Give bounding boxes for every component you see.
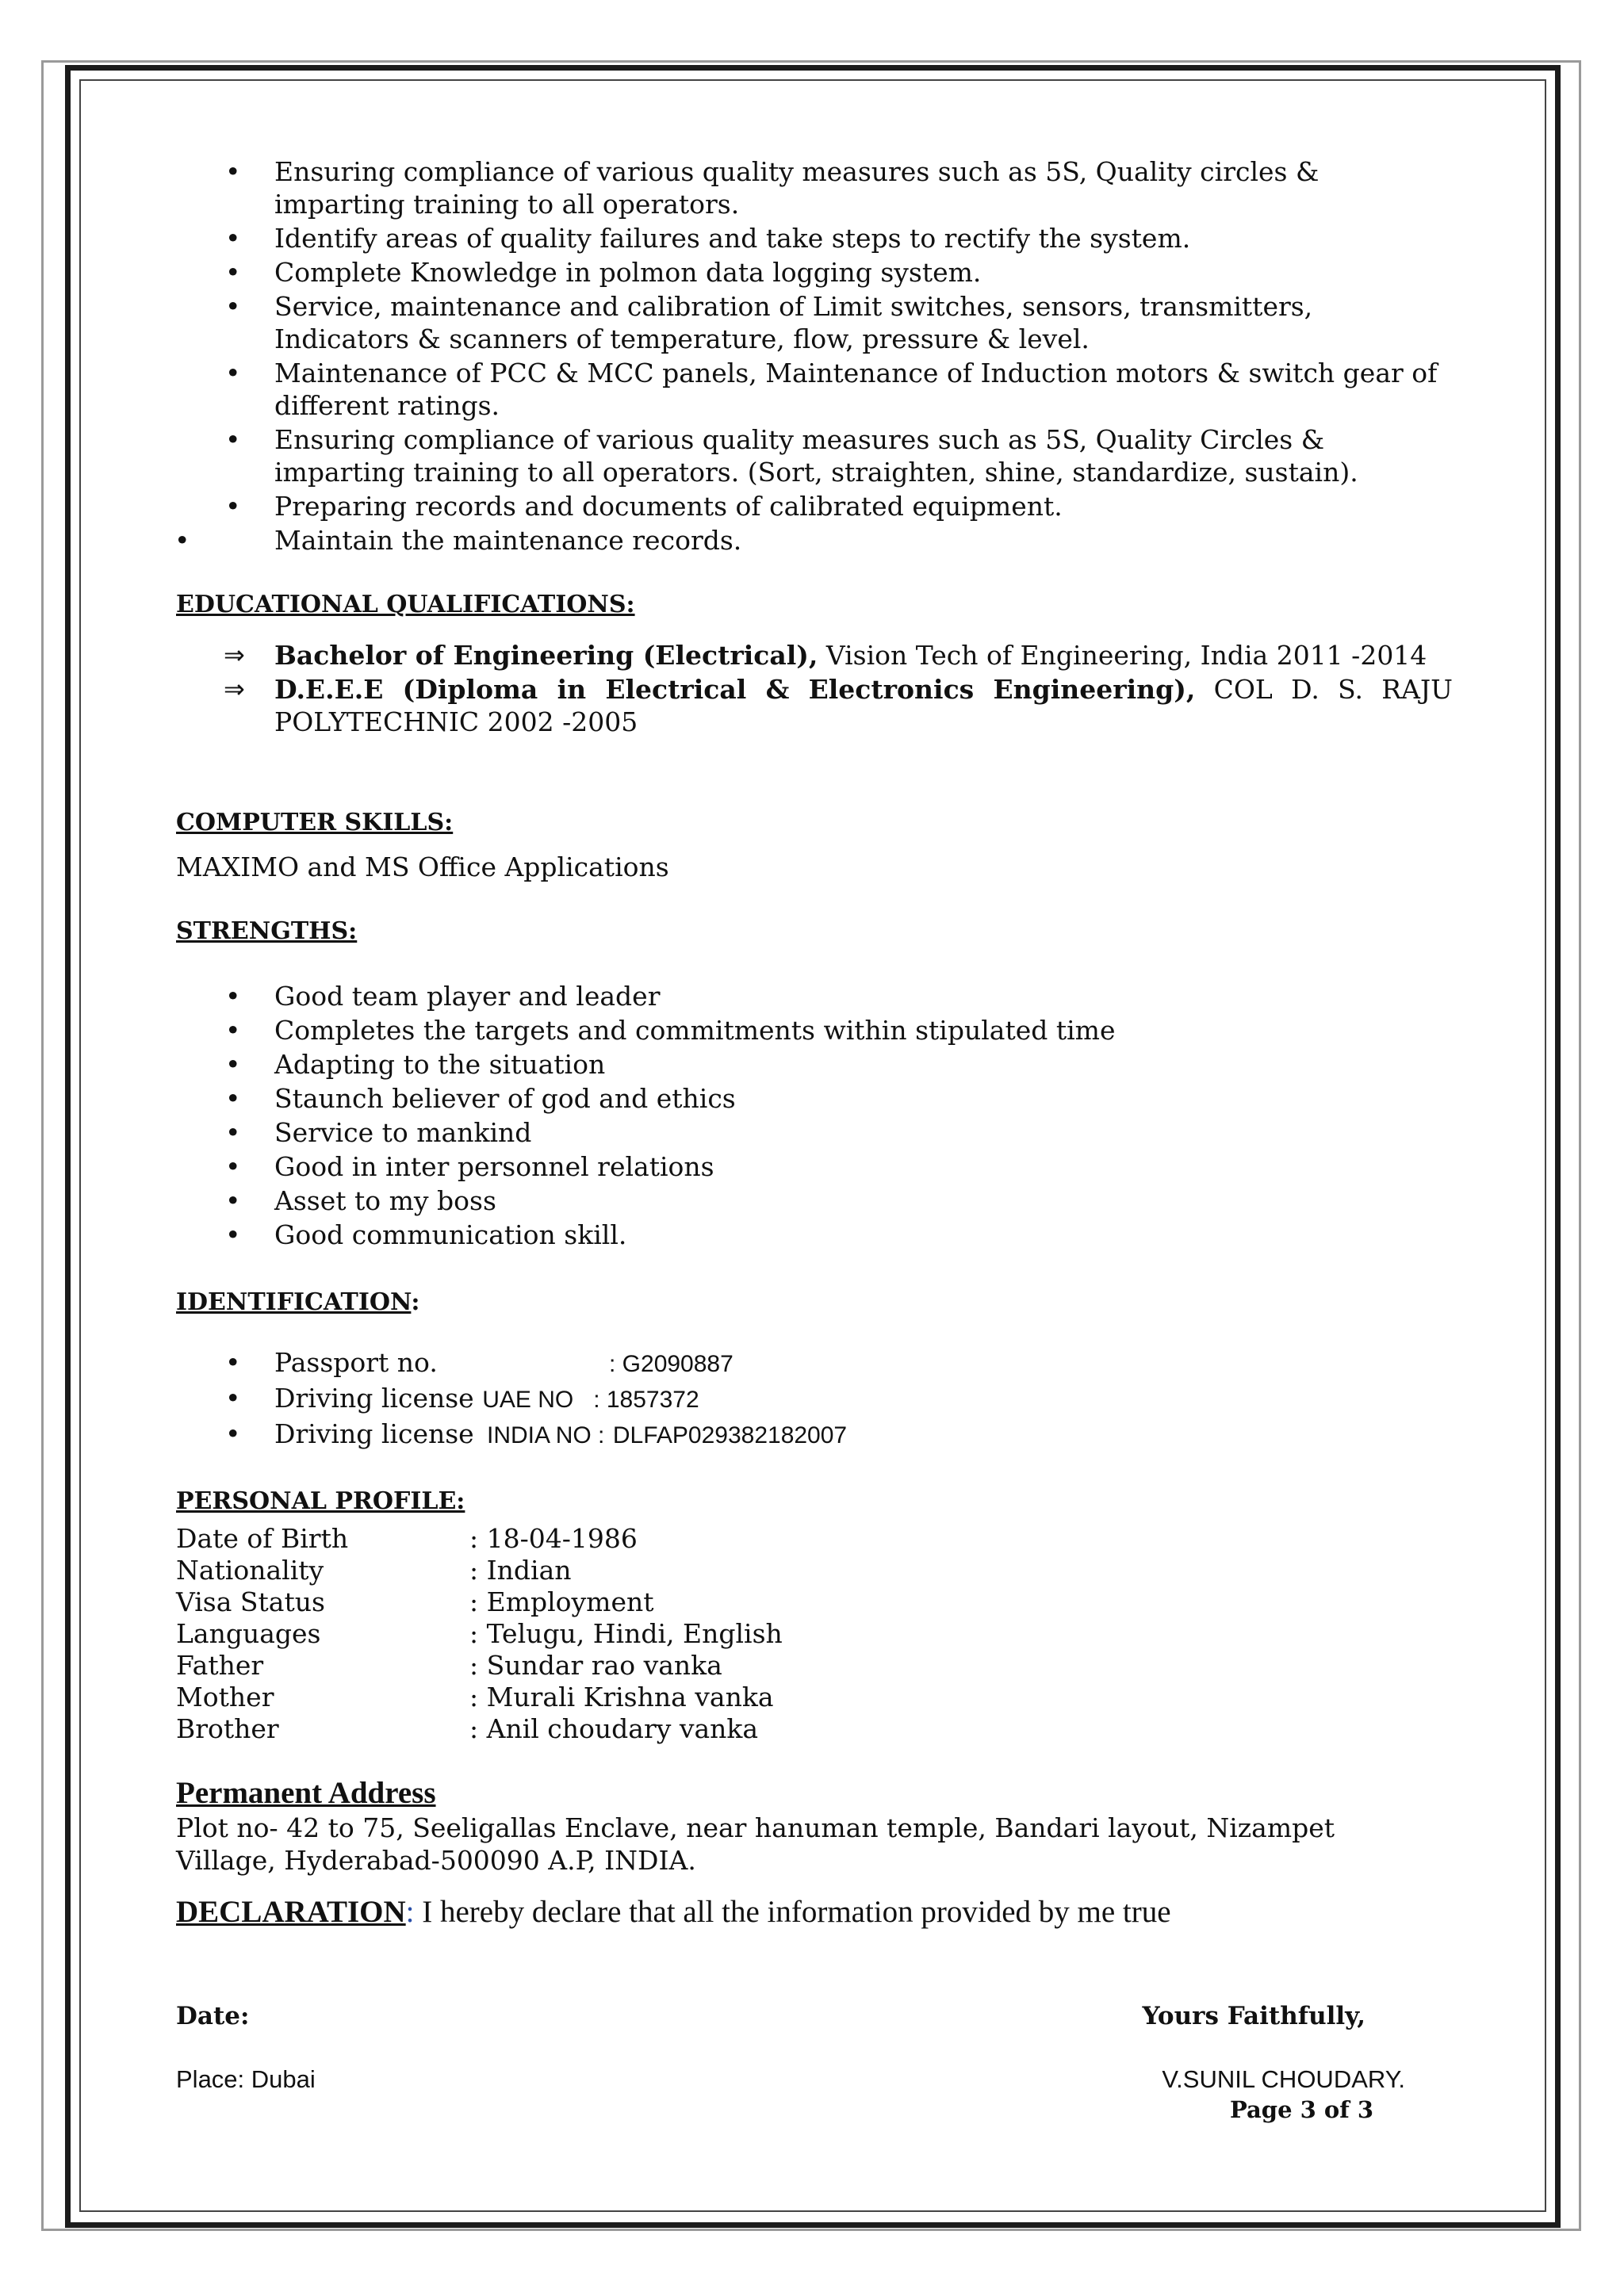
list-item: • Passport no. : G2090887 [225, 1347, 733, 1378]
list-item: • Maintenance of PCC & MCC panels, Maintenance of Induction motors & switch gear of different ratings. [225, 358, 1438, 421]
list-item: • Good in inter personnel relations [225, 1151, 714, 1182]
list-item: • Ensuring compliance of various quality measures such as 5S, Quality circles & imparting training to all operators. [225, 156, 1320, 220]
identification-list [176, 1346, 1453, 1452]
bullet-icon: • [225, 1117, 241, 1148]
education-item: ⇒ D.E.E.E (Diploma in Electrical & Electronics Engineering), COL D. S. RAJU POLYTECHNIC 2002 -2005 [224, 674, 1453, 737]
bullet-icon: • [225, 1383, 241, 1414]
list-item: • Driving license INDIA NO : DLFAP029382182007 [225, 1418, 848, 1449]
bullet-icon: • [225, 358, 241, 388]
page-number: Page 3 of 3 [1229, 2096, 1373, 2123]
table-row: Brother : Anil choudary vanka [176, 1713, 759, 1744]
table-row: Father : Sundar rao vanka [176, 1650, 722, 1681]
bullet-icon: • [225, 1049, 241, 1080]
identification-heading: IDENTIFICATION: [176, 1288, 420, 1316]
list-item: • Good team player and leader [225, 981, 661, 1012]
list-item: • Completes the targets and commitments within stipulated time [225, 1015, 1116, 1046]
bullet-icon: • [225, 1083, 241, 1114]
strengths-list [176, 980, 1453, 1251]
bullet-icon: • [225, 1151, 241, 1182]
education-item: ⇒ Bachelor of Engineering (Electrical), Vision Tech of Engineering, India 2011 -2014 [224, 640, 1427, 671]
place-row [176, 2064, 1453, 2095]
list-item: • Asset to my boss [225, 1185, 496, 1216]
declaration-text: I hereby declare that all the information provided by me true [414, 1895, 1171, 1929]
list-item: • Driving license UAE NO : 1857372 [225, 1383, 699, 1414]
computer-skills-text: MAXIMO and MS Office Applications [176, 851, 669, 882]
list-item: • Service to mankind [225, 1117, 532, 1148]
declaration-heading: DECLARATION [176, 1895, 406, 1929]
bullet-icon: • [225, 223, 241, 254]
list-item: • Good communication skill. [225, 1219, 627, 1250]
bullet-icon: • [225, 291, 241, 322]
bullet-icon: • [225, 1185, 241, 1216]
list-item: • Preparing records and documents of calibrated equipment. [225, 491, 1063, 522]
bullet-icon: • [225, 1418, 241, 1449]
place-label: Place: Dubai [176, 2065, 316, 2093]
arrow-right-icon: ⇒ [224, 674, 245, 704]
computer-skills-heading: COMPUTER SKILLS: [176, 809, 454, 836]
list-item: • Service, maintenance and calibration of Limit switches, sensors, transmitters, Indicators & scanners of temperature, flow, pressure & level. [225, 291, 1313, 354]
declaration: DECLARATION: I hereby declare that all the information provided by me true [176, 1895, 1171, 1929]
bullet-icon: • [225, 1015, 241, 1046]
personal-profile-table [176, 1523, 1453, 1745]
permanent-address-heading: Permanent Address [176, 1776, 436, 1810]
list-item: • Maintain the maintenance records. [174, 525, 742, 556]
signature-row [176, 2000, 1453, 2032]
list-item: • Staunch believer of god and ethics [225, 1083, 736, 1114]
list-item: • Adapting to the situation [225, 1049, 606, 1080]
signatory-name: V.SUNIL CHOUDARY. [1162, 2065, 1405, 2093]
date-label: Date: [176, 2002, 250, 2030]
permanent-address-text: Plot no- 42 to 75, Seeligallas Enclave, near hanuman temple, Bandari layout, Nizampet Village, Hyderabad-500090 A.P, INDIA. [176, 1812, 1335, 1876]
list-item: • Identify areas of quality failures and take steps to rectify the system. [225, 223, 1191, 254]
education-heading: EDUCATIONAL QUALIFICATIONS: [176, 591, 635, 618]
table-row: Date of Birth : 18-04-1986 [176, 1523, 638, 1554]
list-item: • Ensuring compliance of various quality measures such as 5S, Quality Circles & imparting training to all operators. (Sort, straighten, shine, standardize, sustain). [225, 424, 1358, 488]
table-row: Nationality : Indian [176, 1555, 572, 1586]
arrow-right-icon: ⇒ [224, 640, 245, 670]
table-row: Visa Status : Employment [176, 1586, 654, 1617]
resume-page [176, 155, 1453, 2124]
table-row: Mother : Murali Krishna vanka [176, 1682, 774, 1712]
bullet-icon: • [225, 156, 241, 187]
strengths-heading: STRENGTHS: [176, 917, 358, 945]
table-row: Languages : Telugu, Hindi, English [176, 1618, 783, 1649]
yours-faithfully: Yours Faithfully, [1142, 2002, 1365, 2030]
bullet-icon: • [225, 424, 241, 455]
bullet-icon: • [225, 1347, 241, 1378]
bullet-icon: • [174, 525, 190, 556]
personal-profile-heading: PERSONAL PROFILE: [176, 1487, 465, 1515]
bullet-icon: • [225, 491, 241, 522]
bullet-icon: • [225, 981, 241, 1012]
bullet-icon: • [225, 1219, 241, 1250]
list-item: • Complete Knowledge in polmon data logging system. [225, 257, 982, 288]
bullet-icon: • [225, 257, 241, 288]
education-list [176, 639, 1453, 738]
duties-list [176, 155, 1453, 557]
